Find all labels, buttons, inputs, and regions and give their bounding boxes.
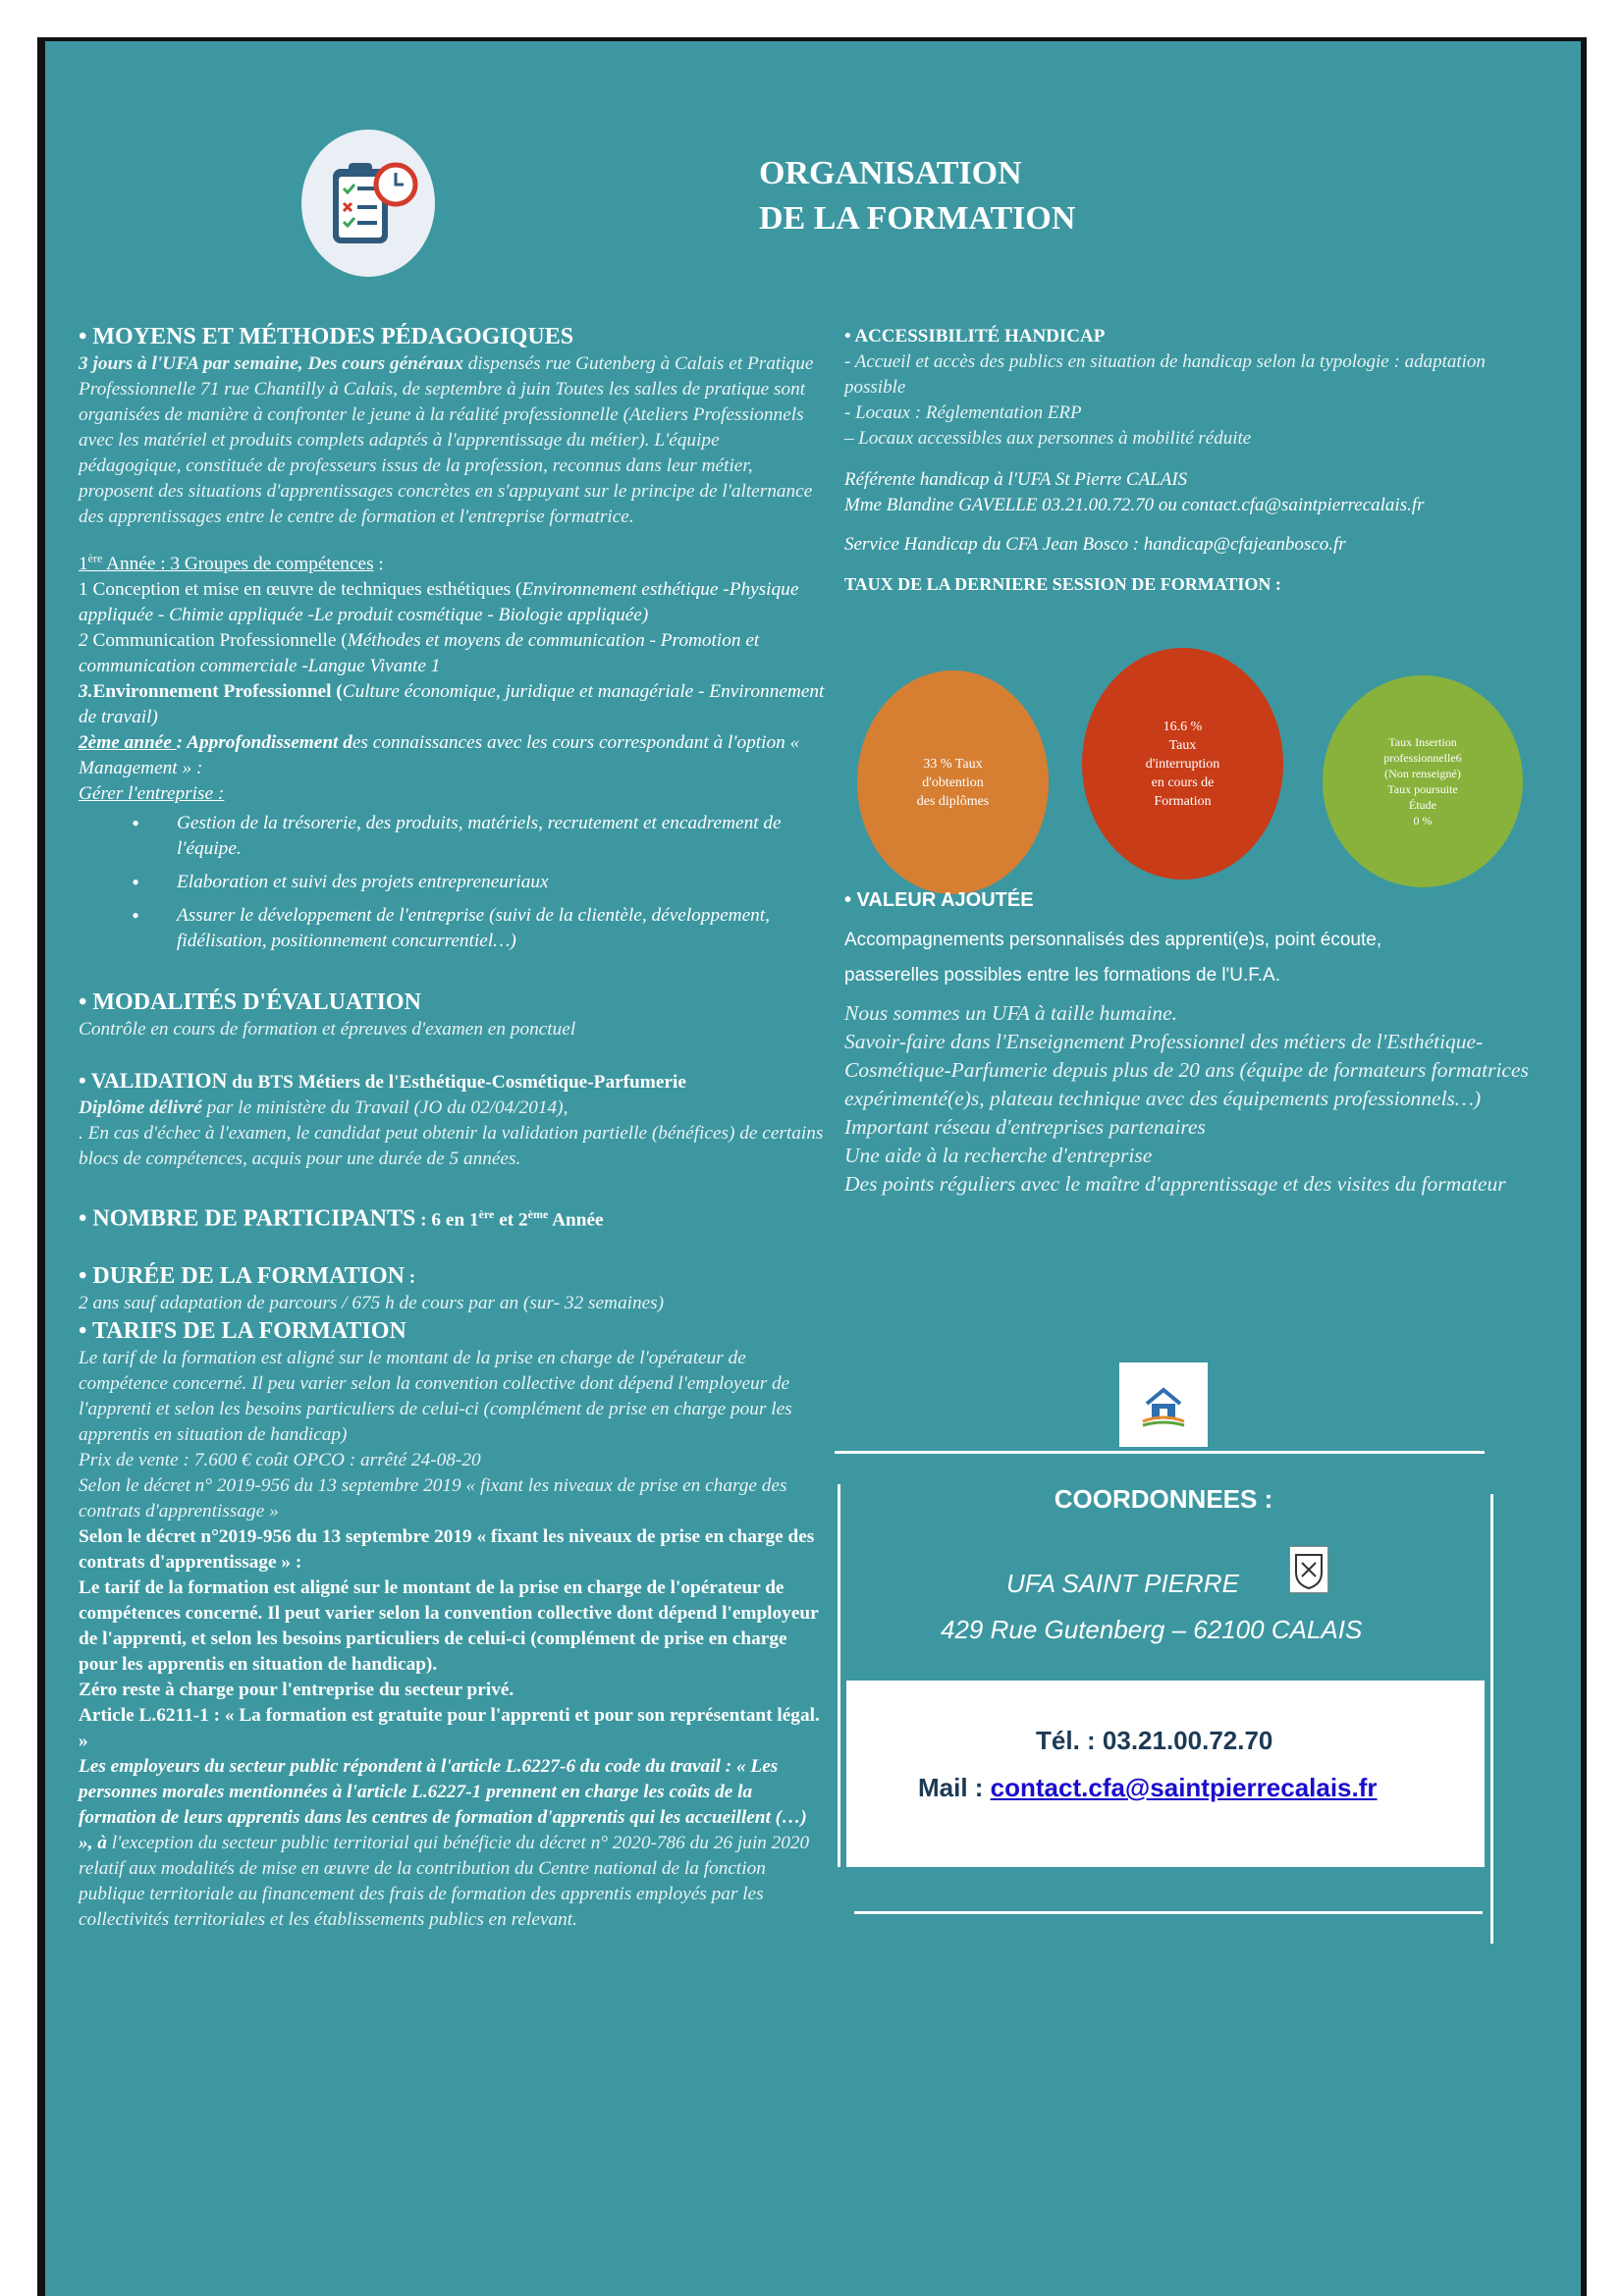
circle-text: Taux poursuite — [1387, 782, 1458, 796]
circle-text: 16.6 % — [1163, 719, 1203, 734]
coords-divider-top — [835, 1451, 1485, 1454]
accessibilite-heading: • ACCESSIBILITÉ HANDICAP — [844, 326, 1106, 347]
duree-line — [79, 1261, 825, 1291]
bullet-text: de la trésorerie, des produits, matériels, recrutement et encadrement de l'équipe. — [177, 813, 782, 860]
validation-heading-a: • VALIDATION — [79, 1068, 228, 1094]
mail-label: Mail : — [918, 1773, 991, 1802]
annee1-colon: : — [373, 554, 384, 575]
ufa-address: 429 Rue Gutenberg – 62100 CALAIS — [941, 1615, 1363, 1644]
valeur-heading: • VALEUR AJOUTÉE — [844, 889, 1034, 911]
groupe-3-detail: Culture économique, juridique et managériale - Environnement de travail) — [79, 681, 825, 728]
groupe-2-num: 2 — [79, 630, 88, 652]
valeur-line: Une aide à la recherche d'entreprise — [844, 1144, 1153, 1167]
valeur-line: Nous sommes un UFA à taille humaine. — [844, 1001, 1178, 1025]
house-logo-icon — [1119, 1362, 1208, 1447]
circle-text: d'interruption — [1145, 756, 1220, 772]
circle-text: (Non renseigné) — [1384, 767, 1461, 780]
circle-text: 0 % — [1413, 814, 1433, 828]
groupe-3-label: Environnement Professionnel ( — [92, 681, 343, 703]
right-column — [844, 324, 1532, 597]
groupe-1-label: 1 Conception et mise en œuvre de techniques esthétiques ( — [79, 579, 522, 601]
school-crest-icon — [1289, 1546, 1328, 1593]
annee2-line — [79, 730, 825, 781]
validation-heading — [79, 1068, 825, 1095]
moyens-intro-text: dispensés rue Gutenberg à Calais et Pratique Professionnelle 71 rue Chantilly à Calais, de septembre à juin Toutes les salles de pratique sont organisées de manière à confronter le jeune à la réalité professionnelle (Ateliers Professionnels avec les matériel et produits complets adaptés à l'apprentissage du métier). L'équipe pédagogique, constituée de professeurs issus de la profession, reconnus dans leur métier, proposent des situations d'apprentissages concrètes en s'appuyant sur le principe de l'alternance des apprentissages entre le centre de formation et l'entreprise formatrice. — [79, 353, 814, 527]
bullet-text: Assurer le développement de l'entreprise (suivi de la clientèle, développement, fidélisation, positionnement concurrentiel…) — [177, 905, 770, 952]
valeur-p1b: passerelles possibles entre les formations de l'U.F.A. — [844, 965, 1280, 986]
groupe-1 — [79, 577, 825, 628]
duree-colon: : — [404, 1266, 416, 1288]
circle-text: Taux Insertion — [1388, 735, 1457, 749]
tarifs-p1: Le tarif de la formation est aligné sur le montant de la prise en charge de l'opérateur de compétence concerné. Il peu varier selon la convention collective dont dépend l'employeur de l'apprenti et selon les besoins particuliers de celui-ci (complément de prise en charge pour les apprentis en situation de handicap) — [79, 1347, 792, 1445]
groupe-2 — [79, 628, 825, 679]
annee1-label — [79, 554, 374, 574]
page-title-line1: ORGANISATION — [759, 155, 1022, 191]
referente-line2: Mme Blandine GAVELLE 03.21.00.72.70 ou contact.cfa@saintpierrecalais.fr — [844, 495, 1425, 515]
tarifs-p8-bold: Les employeurs du secteur public répondent à l'article L.6227-6 du code du travail : « Les personnes morales mentionnées à l'article L.6227-1 prennent en charge les coûts de la formation de leurs apprentis dans les centres de formation d'apprentis qui les accueillent (…) », à — [79, 1755, 807, 1853]
moyens-heading: • MOYENS ET MÉTHODES PÉDAGOGIQUES — [79, 324, 574, 349]
participants-sup2: ème — [527, 1207, 549, 1222]
valeur-line: Des points réguliers avec le maître d'apprentissage et des visites du formateur — [844, 1172, 1506, 1196]
valeur-list — [844, 999, 1532, 1199]
taux-interruption-circle — [1082, 648, 1283, 880]
accessibilite-l2: - Locaux : Réglementation ERP — [844, 402, 1082, 423]
valeur-line: Savoir-faire dans l'Enseignement Professionnel des métiers de l'Esthétique-Cosmétique-Parfumerie depuis plus de 20 ans (équipe de formateurs formatrices expérimenté(e)s, plateau technique avec des équipements professionnels…) — [844, 1030, 1529, 1110]
circle-text: des diplômes — [916, 793, 990, 809]
coords-divider-right — [1490, 1494, 1493, 1944]
bullet-lead: Gestion — [177, 813, 236, 834]
groupe-3 — [79, 679, 825, 730]
accessibilite-l3: – Locaux accessibles aux personnes à mobilité réduite — [844, 428, 1252, 449]
modalites-text: Contrôle en cours de formation et épreuves d'examen en ponctuel — [79, 1019, 576, 1041]
modalites-heading: • MODALITÉS D'ÉVALUATION — [79, 989, 421, 1016]
tarifs-heading: • TARIFS DE LA FORMATION — [79, 1317, 406, 1344]
validation-diplome-text: par le ministère du Travail (JO du 02/04/2014), — [201, 1097, 568, 1119]
participants-value-a: : 6 en 1 — [415, 1209, 479, 1231]
list-item — [177, 870, 825, 895]
left-column — [79, 322, 825, 1933]
gerer-list — [79, 811, 825, 954]
tarifs-p5: Le tarif de la formation est aligné sur le montant de la prise en charge de l'opérateur de compétences concerné. Il peut varier selon la convention collective dont dépend l'employeur de l'apprenti, et selon les besoins particuliers de celui-ci (complément de prise en charge pour les apprentis en situation de handicap). — [79, 1576, 819, 1675]
moyens-intro-bold: 3 jours à l'UFA par semaine, Des cours généraux — [79, 353, 463, 374]
circle-text: Étude — [1409, 798, 1436, 812]
coords-divider-bottom — [854, 1911, 1483, 1914]
ufa-name: UFA SAINT PIERRE — [1006, 1569, 1239, 1598]
groupe-2-detail: Méthodes et moyens de communication - Promotion et communication commerciale -Langue Vivante 1 — [79, 630, 760, 677]
mail-link[interactable]: contact.cfa@saintpierrecalais.fr — [990, 1773, 1378, 1802]
annee1-sup: ère — [87, 552, 103, 565]
circle-text: Taux — [1168, 737, 1197, 753]
tarifs-p7: Article L.6211-1 : « La formation est gratuite pour l'apprenti et pour son représentant légal. » — [79, 1704, 820, 1751]
gerer-entreprise: Gérer l'entreprise : — [79, 783, 225, 805]
participants-heading: • NOMBRE DE PARTICIPANTS — [79, 1205, 416, 1232]
validation-text: . En cas d'échec à l'examen, le candidat peut obtenir la validation partielle (bénéfices) de certains blocs de compétences, acquis pour une durée de 5 années. — [79, 1123, 824, 1170]
duree-heading: • DURÉE DE LA FORMATION — [79, 1262, 405, 1289]
list-item — [177, 811, 825, 862]
circle-text: en cours de — [1151, 774, 1215, 790]
annee2-bold: : Approfondissement d — [176, 732, 352, 754]
participants-value-c: Année — [548, 1209, 604, 1231]
annee2-text: es connaissances avec les cours correspondant à l'option « Management » : — [79, 732, 800, 779]
circle-text: 33 % Taux — [923, 756, 983, 772]
annee1-num: 1 — [79, 554, 88, 575]
tarifs-p8 — [79, 1754, 825, 1933]
tarifs-p8-text: l'exception du secteur public territorial qui bénéficie du décret n° 2020-786 du 26 juin 2020 relatif aux modalités de mise en œuvre de la contribution du Centre national de la fonction publique territoriale au financement des frais de formation des apprentis employés par les collectivités territoriales et les établissements publics en relevant. — [79, 1832, 810, 1930]
annee2-label: 2ème année — [79, 732, 177, 754]
groupe-1-detail: Environnement esthétique -Physique appliquée - Chimie appliquée -Le produit cosmétique - Biologie appliquée) — [79, 579, 799, 626]
participants-value-b: et 2 — [494, 1209, 528, 1231]
bullet-text: Elaboration et suivi des projets entrepreneuriaux — [177, 872, 549, 893]
circle-text: Formation — [1154, 793, 1212, 809]
annee1-text: Année : 3 Groupes de compétences — [102, 554, 374, 575]
groupe-2-label: Communication Professionnelle ( — [87, 630, 348, 652]
tarifs-p2: Prix de vente : 7.600 € coût OPCO : arrêté 24-08-20 — [79, 1449, 481, 1470]
phone-number: Tél. : 03.21.00.72.70 — [1036, 1726, 1273, 1755]
list-item — [177, 903, 825, 954]
groupe-3-num: 3. — [79, 681, 93, 703]
validation-diplome — [79, 1095, 825, 1121]
circle-text: professionnelle6 — [1383, 751, 1462, 765]
accessibilite-l1: - Accueil et accès des publics en situation de handicap selon la typologie : adaptation possible — [844, 351, 1486, 398]
valeur-p1a: Accompagnements personnalisés des apprenti(e)s, point écoute, — [844, 930, 1382, 950]
coordonnees-heading: COORDONNEES : — [1054, 1484, 1273, 1514]
validation-heading-b: du BTS Métiers de l'Esthétique-Cosmétique-Parfumerie — [227, 1072, 686, 1094]
duree-text: 2 ans sauf adaptation de parcours / 675 h de cours par an (sur- 32 semaines) — [79, 1292, 665, 1313]
participants-line — [79, 1201, 825, 1233]
valeur-line: Important réseau d'entreprises partenaires — [844, 1115, 1206, 1139]
tarifs-p3: Selon le décret n° 2019-956 du 13 septembre 2019 « fixant les niveaux de prise en charge des contrats d'apprentissage » — [79, 1474, 787, 1522]
taux-insertion-circle — [1323, 675, 1523, 887]
service-handicap: Service Handicap du CFA Jean Bosco : handicap@cfajeanbosco.fr — [844, 534, 1346, 555]
page-title-line2: DE LA FORMATION — [759, 200, 1076, 237]
coords-divider-left — [838, 1484, 840, 1867]
participants-sup1: ère — [478, 1207, 495, 1222]
taux-heading: TAUX DE LA DERNIERE SESSION DE FORMATION : — [844, 574, 1281, 594]
tarifs-p4: Selon le décret n°2019-956 du 13 septembre 2019 « fixant les niveaux de prise en charge des contrats d'apprentissage » : — [79, 1525, 815, 1573]
page-title — [759, 151, 1075, 241]
valeur-section — [844, 887, 1532, 1199]
mail-line — [918, 1773, 1378, 1803]
referente-line1: Référente handicap à l'UFA St Pierre CALAIS — [844, 469, 1188, 490]
moyens-intro — [79, 351, 825, 530]
annee1-line — [79, 546, 825, 577]
checklist-clock-icon — [301, 130, 435, 277]
taux-obtention-circle — [857, 670, 1049, 894]
circle-text: d'obtention — [922, 774, 984, 790]
validation-diplome-bold: Diplôme délivré — [79, 1097, 202, 1119]
tarifs-p6: Zéro reste à charge pour l'entreprise du secteur privé. — [79, 1679, 514, 1700]
